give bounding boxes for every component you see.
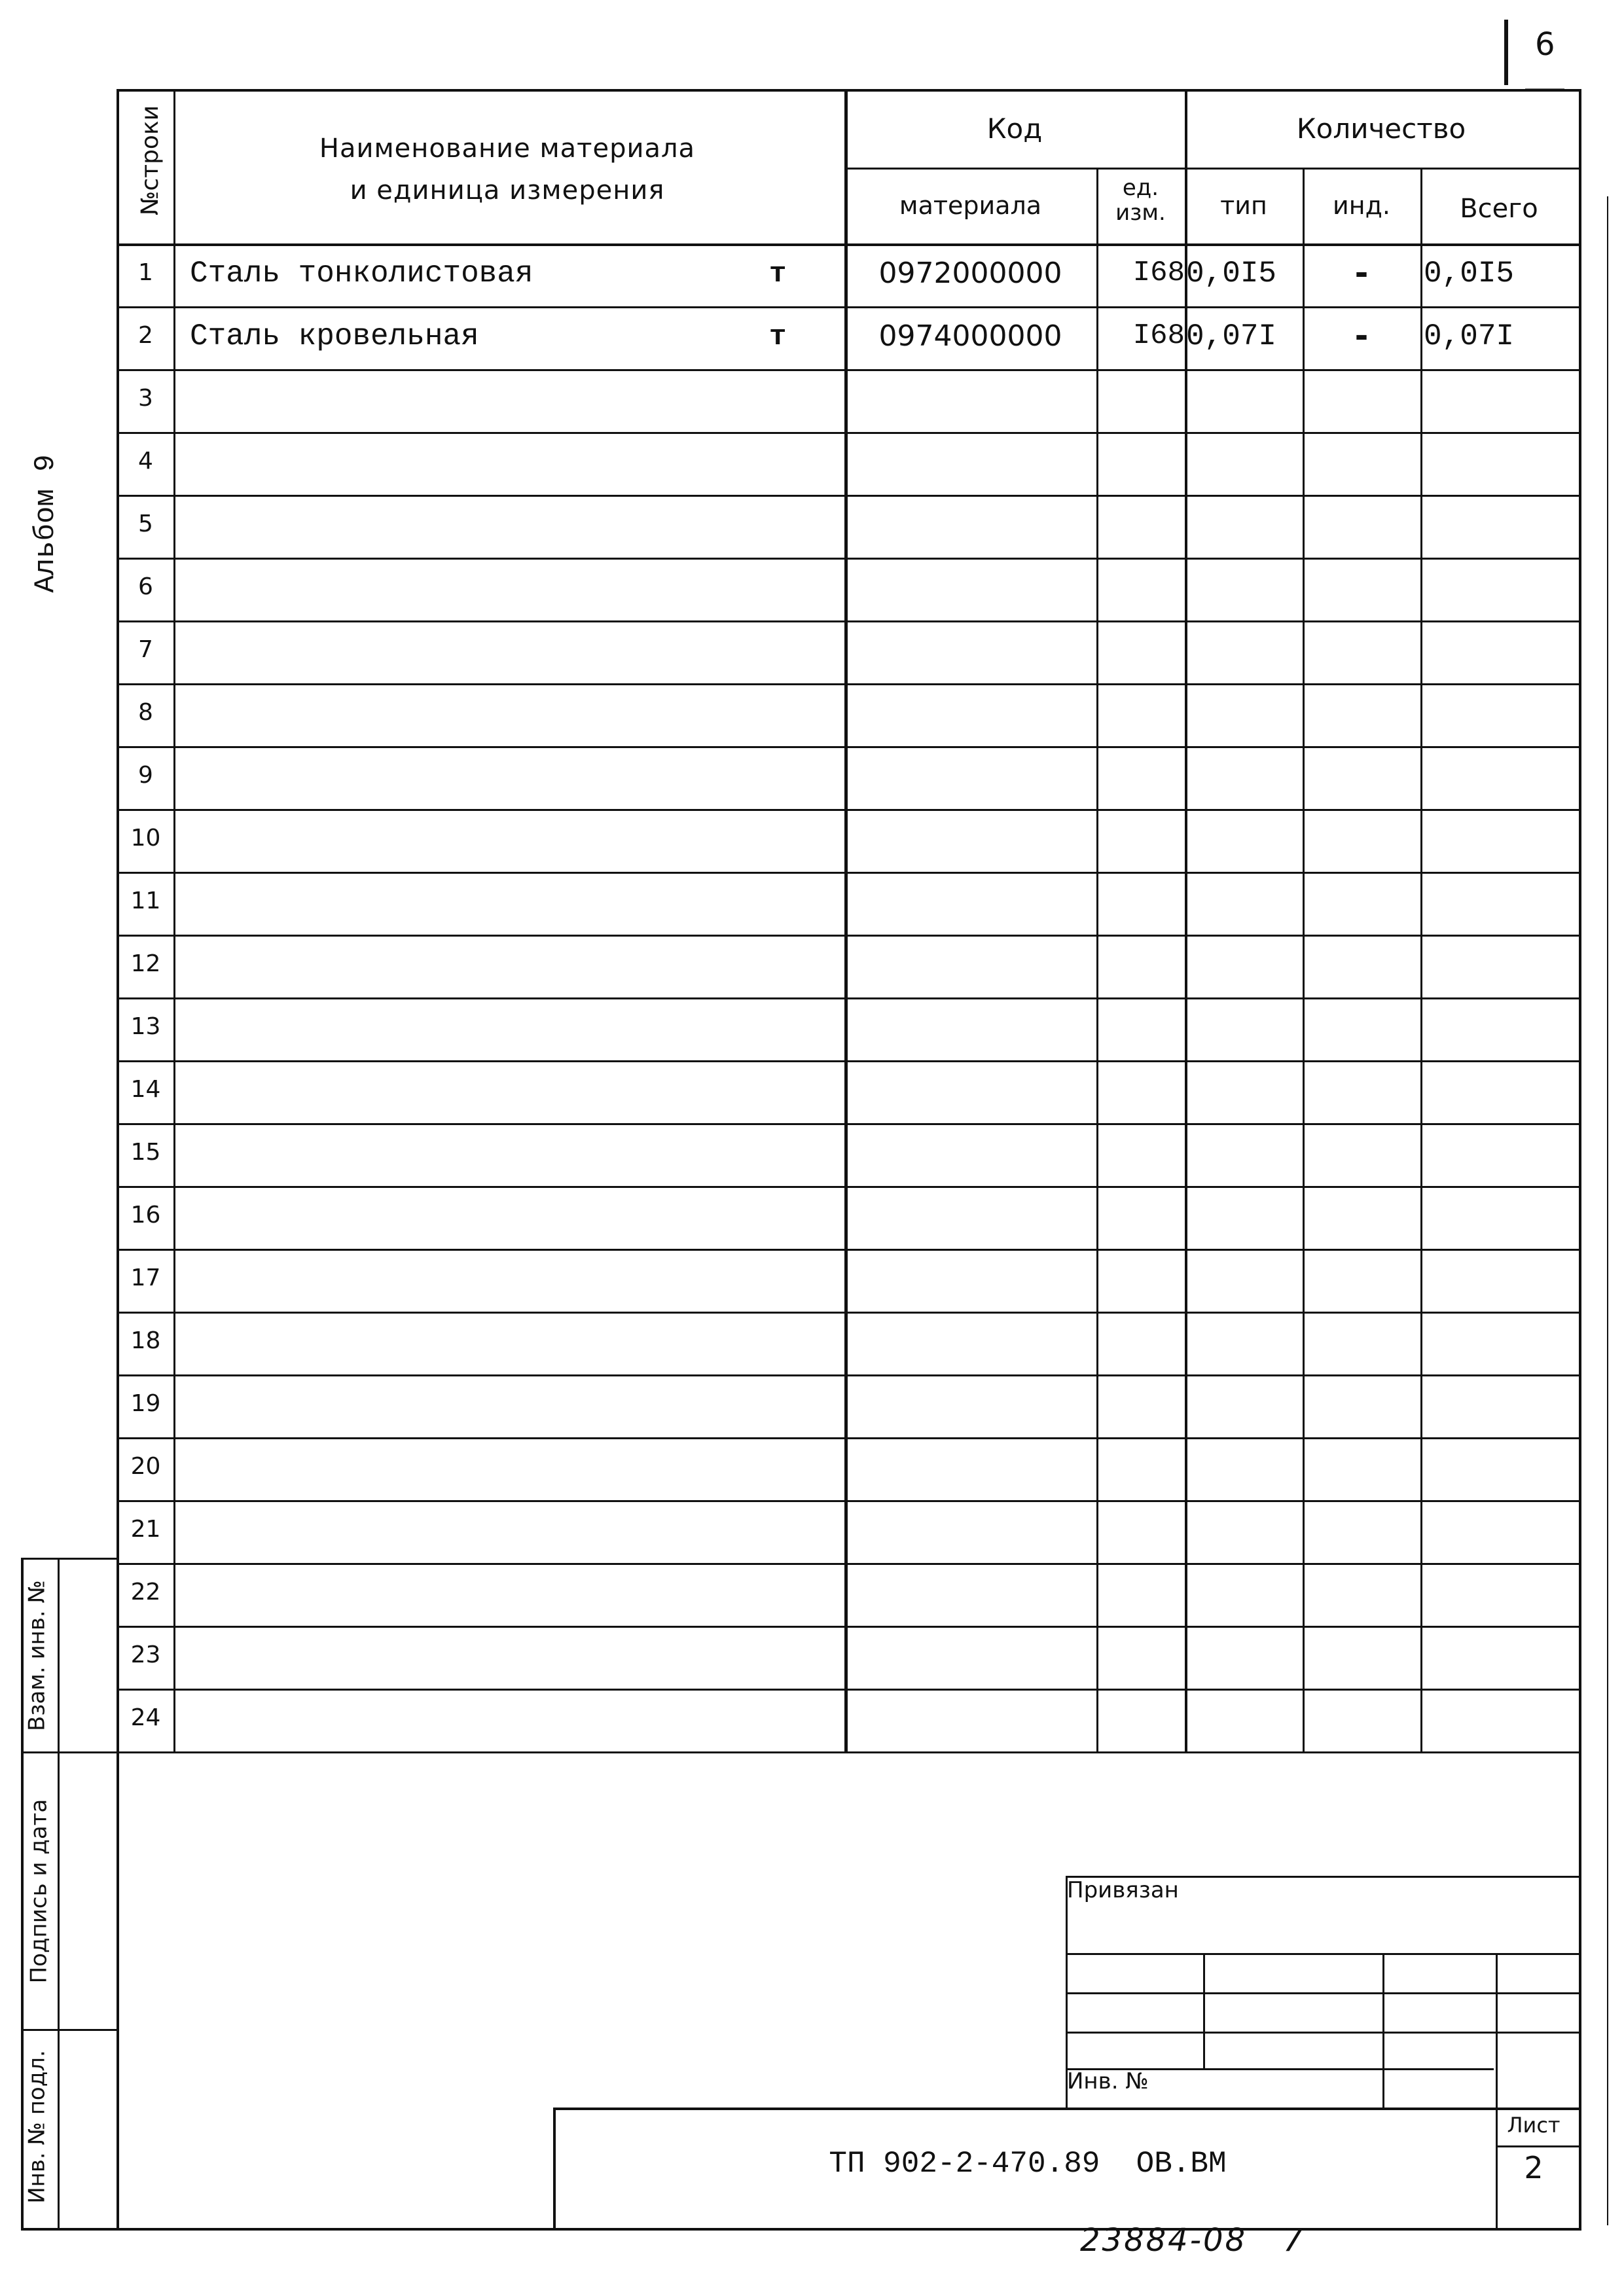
row-number: 22 — [130, 1579, 161, 1605]
page-number: 6 — [1535, 26, 1555, 63]
row-number: 20 — [130, 1453, 161, 1480]
grid-line — [117, 1186, 1579, 1188]
header-unit: ед. изм. — [1115, 175, 1166, 226]
grid-line — [117, 243, 1579, 246]
grid-line — [553, 2108, 1579, 2110]
grid-line — [117, 1563, 1579, 1565]
sheet-number: 2 — [1524, 2150, 1543, 2185]
header-qty-type: тип — [1220, 191, 1267, 220]
stamp-sign-date: Подпись и дата — [26, 1799, 52, 1984]
material-code: 0972000000 — [878, 257, 1062, 290]
qty-ind: - — [1354, 254, 1369, 292]
grid-line — [1496, 1953, 1498, 2231]
row-number: 23 — [130, 1641, 161, 1668]
row-number: 24 — [130, 1704, 161, 1731]
grid-line — [1496, 2145, 1579, 2147]
grid-line — [58, 1558, 60, 2231]
row-number: 8 — [138, 699, 153, 726]
grid-line — [1066, 1992, 1579, 1994]
grid-line — [117, 369, 1579, 371]
header-code: Код — [986, 113, 1043, 145]
grid-line — [117, 1312, 1579, 1314]
grid-line — [1607, 196, 1608, 2225]
header-qty-total: Всего — [1460, 194, 1538, 224]
grid-line — [117, 1500, 1579, 1502]
grid-line — [117, 746, 1579, 748]
sheet-label: Лист — [1507, 2113, 1561, 2138]
grid-line — [117, 872, 1579, 874]
row-number: 16 — [130, 1202, 161, 1229]
row-number: 19 — [130, 1390, 161, 1417]
grid-line — [117, 1751, 1579, 1753]
grid-line — [117, 809, 1579, 811]
grid-line — [1203, 1953, 1205, 2068]
grid-line — [1382, 1953, 1384, 2109]
row-number: 18 — [130, 1327, 161, 1354]
grid-line — [117, 620, 1579, 622]
qty-total: 0,07I — [1424, 319, 1515, 353]
row-number: 10 — [130, 825, 161, 852]
grid-line — [117, 432, 1579, 434]
grid-line — [117, 683, 1579, 685]
grid-line — [844, 168, 1579, 170]
qty-ind: - — [1354, 317, 1369, 355]
inv-no-label: Инв. № — [1067, 2068, 1149, 2094]
grid-line — [1066, 1953, 1579, 1955]
grid-line — [117, 1689, 1579, 1691]
header-row-no: №строки — [137, 105, 164, 216]
grid-line — [117, 558, 1579, 560]
row-number: 14 — [130, 1076, 161, 1103]
grid-line — [117, 495, 1579, 497]
document-code: ТП 902-2-470.89 ОВ.ВМ — [829, 2147, 1227, 2181]
grid-line — [117, 1060, 1579, 1062]
unit-code: I68 — [1132, 319, 1185, 352]
material-name: Сталь тонколистовая — [190, 257, 533, 291]
grid-line — [117, 935, 1579, 937]
row-number: 11 — [130, 888, 161, 914]
row-number: 5 — [138, 511, 153, 537]
grid-line — [1579, 89, 1581, 1751]
grid-line — [117, 1249, 1579, 1251]
grid-line — [117, 1437, 1579, 1439]
grid-line — [1096, 168, 1098, 1751]
bound-label: Привязан — [1067, 1877, 1179, 1903]
row-number: 6 — [138, 573, 153, 600]
stamp-replace-inv: Взам. инв. № — [24, 1580, 50, 1731]
qty-type: 0,07I — [1186, 319, 1277, 353]
grid-line — [553, 2108, 556, 2231]
row-number: 21 — [130, 1516, 161, 1543]
row-number: 7 — [138, 636, 153, 663]
material-name: Сталь кровельная — [190, 319, 479, 353]
grid-line — [117, 1751, 119, 2231]
stamp-inv-orig: Инв. № подл. — [24, 2050, 50, 2204]
material-code: 0974000000 — [878, 319, 1062, 353]
grid-line — [1066, 2032, 1579, 2034]
grid-line — [117, 306, 1579, 308]
grid-line — [117, 997, 1579, 999]
grid-line — [173, 89, 175, 1751]
grid-line — [117, 1374, 1579, 1376]
unit-code: I68 — [1132, 257, 1185, 289]
grid-line — [1303, 168, 1305, 1751]
row-number: 15 — [130, 1139, 161, 1166]
qty-total: 0,0I5 — [1424, 257, 1515, 291]
grid-line — [1579, 1751, 1581, 2231]
grid-line — [117, 1626, 1579, 1628]
grid-line — [21, 2228, 117, 2231]
material-unit: т — [769, 321, 787, 353]
material-unit: т — [769, 258, 787, 291]
grid-line — [117, 89, 1579, 92]
row-number: 3 — [138, 385, 153, 412]
header-quantity: Количество — [1296, 113, 1466, 145]
grid-line — [117, 2228, 1579, 2231]
row-number: 4 — [138, 448, 153, 475]
row-number: 9 — [138, 762, 153, 789]
row-number: 2 — [138, 322, 153, 349]
row-number: 12 — [130, 950, 161, 977]
row-number: 13 — [130, 1013, 161, 1040]
grid-line — [1420, 168, 1422, 1751]
footer-note: 23884-08 7 — [1080, 2222, 1305, 2259]
qty-type: 0,0I5 — [1186, 257, 1277, 291]
row-number: 1 — [138, 259, 153, 286]
album-label: Альбом 9 — [29, 454, 62, 593]
grid-line — [117, 1123, 1579, 1125]
header-code-material: материала — [899, 191, 1042, 220]
header-qty-ind: инд. — [1333, 191, 1390, 220]
row-number: 17 — [130, 1265, 161, 1291]
header-name: Наименование материала и единица измерения — [319, 134, 696, 206]
